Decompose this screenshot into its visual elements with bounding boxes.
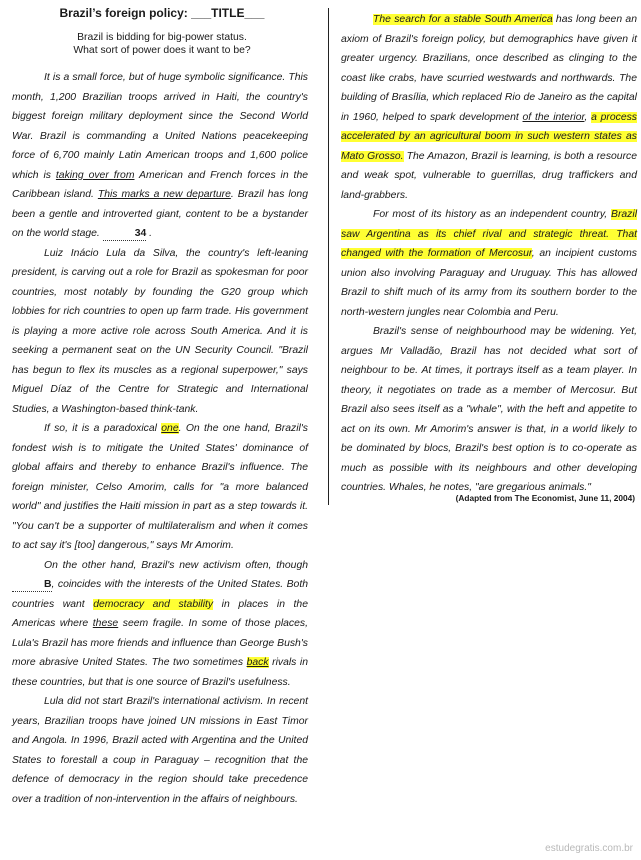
paragraph-7 [341,205,637,322]
p4-text-d: seem fragile. In some of those places, Lula's Brazil has more friends and influence than George Bush's more abrasive United States. The two sometimes [12,618,308,668]
p7-highlight-argentina: Brazil saw Argentina as its chief rival and strategic threat. That changed with the formation of Mercosur [341,209,637,259]
p3-highlight-one: one [161,423,179,434]
page-subtitle [12,31,312,57]
p1-text-b: American and French forces in the Caribbean island. [12,169,309,200]
paragraph-2: Luiz Inácio Lula da Silva, the country's left-leaning president, is carving out a role for Brazil as spokesman for poor countries, most notably by founding the G20 group which lobbies for rich countries to open up farm trade. His government is playing a more active role across South America. And it is seeking a permanent seat on the UN Security Council. "Brazil has begun to flex its muscles as a regional superpower," says Miguel Díaz of the Centre for Strategic and International Studies, a Washington-based think-tank. [12,247,308,415]
paragraph-6 [341,10,637,205]
p1-underline-new-departure: This marks a new departure [97,189,231,200]
paragraph-8: Brazil's sense of neighbourhood may be widening. Yet, argues Mr Valladão, Brazil has not decided what sort of neighbour to be. At times, it portrays itself as a team player. In theory, it negotiates on trade as a member of Mercosur. But Brazil also sees itself as a "whale", with the heft and appetite to act on its own. Mr Amorim's answer is that, in a world likely to be dominated by blocs, Brazil's best option is to co-operate as much as possible with its neighbours and other developing countries. Whales, he notes, "are gregarious animals." [341,326,637,493]
p4-highlight-democracy: democracy and stability [93,598,214,610]
p3-text-a: If so, it is a paradoxical [44,423,162,434]
paragraph-5: Lula did not start Brazil's international activism. In recent years, Brazilian troops have joined UN missions in East Timor and Angola. In 1996, Brazil acted with Argentina and the United States to forestall a coup in Paraguay – recognition that the defence of democracy in the region should take precedence over a tradition of non-intervention in the affairs of neighbours. [12,696,308,805]
column-divider [328,8,329,505]
source-publication: The Economist [514,493,575,503]
blank-34: 34 [103,228,147,241]
p6-highlight-search: The search for a stable South America [373,14,553,25]
p4-text-c: in places in the Americas where [12,598,308,629]
p6-text-c: The Amazon, Brazil is learning, is both a resource and weak spot, vulnerable to guerrillas, drug traffickers and land-grabbers. [341,150,638,201]
p4-highlight-back: back [246,657,269,668]
p1-text-a: It is a small force, but of huge symbolic significance. This month, 1,200 Brazilian troops arrived in Haiti, the country's biggest foreign military deployment since the Second World War. Brazil is commanding a United Nations peacekeeping force of 6,700 mainly Latin American troops and 1,600 police which is [12,72,308,181]
p4-text-e: rivals in these countries, but that is one source of Brazil's usefulness. [12,657,309,688]
source-citation [341,493,635,503]
p6-text-a: has long been an axiom of Brazil's foreign policy, but demographics have given it greater urgency. Brazilians, once described as clinging to the coast like crabs, have scurried westwards and northwards. The building of Brasília, which replaced Rio de Janeiro as the capital in 1960, helped to spark development [341,14,637,123]
p6-underline-interior: of the interior [522,111,585,123]
left-column [12,68,308,809]
page-title: Brazil’s foreign policy: ___TITLE___ [59,6,265,20]
p7-text-a: For most of its history as an independent country, [373,209,612,220]
p1-underline-taking-over: taking over from [55,169,135,181]
paragraph-4 [12,556,308,693]
source-prefix: (Adapted from [455,493,515,503]
subtitle-line-2: What sort of power does it want to be? [73,45,251,56]
p1-text-c: . Brazil has long been a gentle and introverted giant, content to be a bystander on the world stage. [12,189,308,239]
p3-text-b: . On the one hand, Brazil's fondest wish is to mitigate the United States' dominance of global affairs and thereby to enhance Brazil's influence. The foreign minister, Celso Amorim, calls for "a more balanced world" and justifies the Haiti mission in part as a step towards it. "You can't be a supporter of multilateralism and when it comes to act say it's [too] dangerous," says Mr Amorim. [12,423,308,551]
right-column [341,10,637,498]
subtitle-line-1: Brazil is bidding for big-power status. [77,32,247,43]
p4-underline-these: these [92,618,119,629]
p4-text-a: On the other hand, Brazil's new activism often, though [44,559,308,571]
p4-text-b: , coincides with the interests of the United States. Both countries want [12,579,308,610]
blank-b: B [12,579,52,592]
p6-text-b: , [584,111,592,123]
p6-highlight-process: a process accelerated by an agricultural boom in such western states as Mato Grosso. [341,111,637,162]
source-suffix: , June 11, 2004) [574,493,635,503]
p7-text-b: , an incipient customs union also involving Paraguay and Uruguay. This has allowed Brazil to shift much of its army from its southern border to the north-western jungles near Colombia and Peru. [341,248,637,318]
paragraph-3 [12,419,308,556]
p1-text-d: . [146,228,153,239]
paragraph-1 [12,68,308,244]
watermark: estudegratis.com.br [545,843,633,854]
